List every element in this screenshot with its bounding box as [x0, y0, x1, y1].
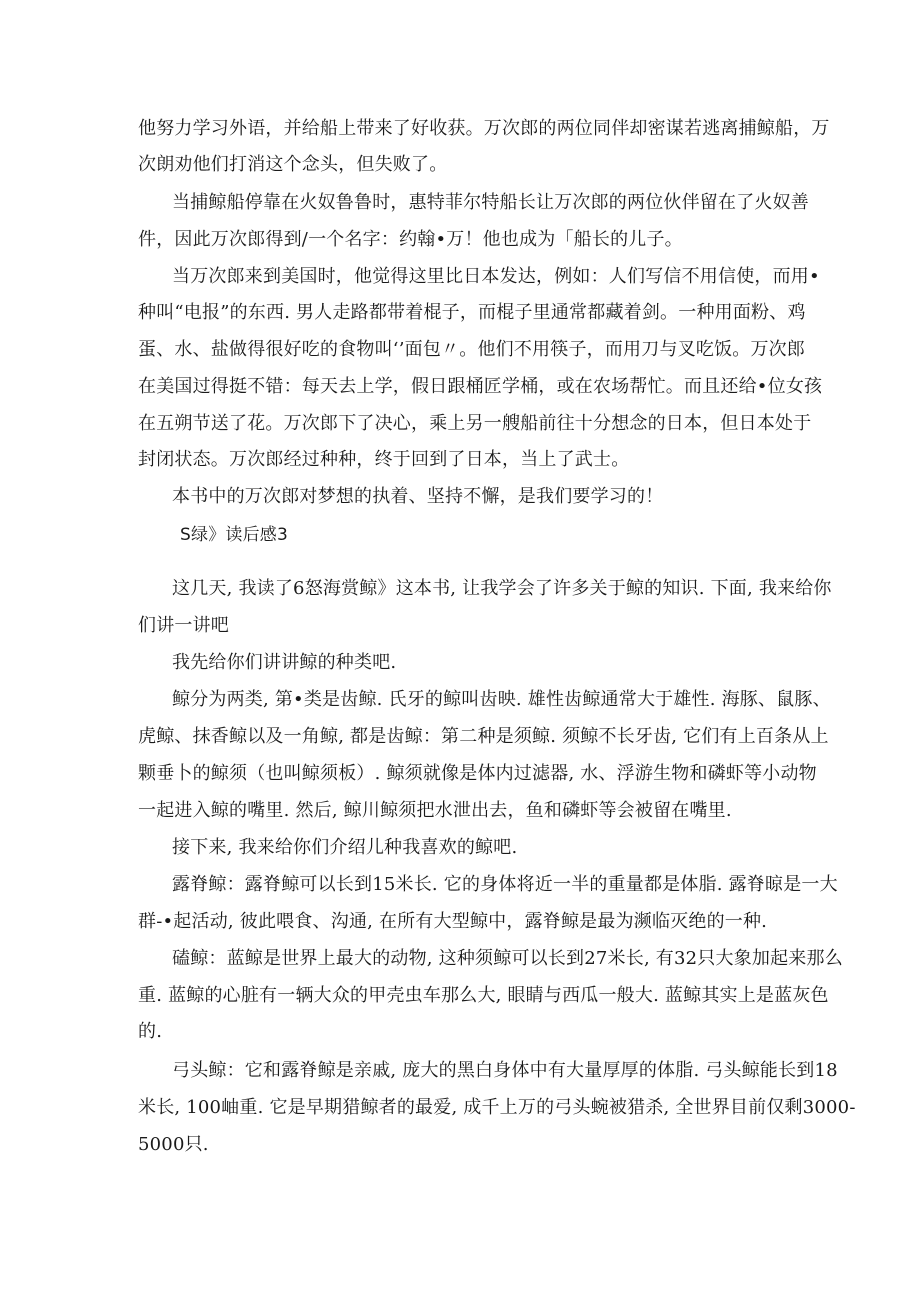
paragraph-line: 鲸分为两类, 第•类是齿鲸. 氏牙的鲸叫齿映. 雄性齿鲸通常大于雄性. 海豚、鼠豚、	[172, 689, 831, 710]
paragraph-line: 群-•起活动, 彼此喂食、沟通, 在所有大型鲸中，露脊鲸是最为濒临灭绝的一种.	[138, 911, 768, 932]
paragraph-line: 当捕鲸船停靠在火奴鲁鲁时，惠特菲尔特船长让万次郎的两位伙伴留在了火奴善	[172, 192, 809, 213]
paragraph-line: 他努力学习外语，并给船上带来了好收获。万次郎的两位同伴却密谋若逃离捕鲸船，万	[138, 118, 830, 139]
paragraph-line: 这几天, 我读了6怒海赏鲸》这本书, 让我学会了许多关于鲸的知识. 下面, 我来给你	[172, 578, 832, 599]
paragraph-line: 一起进入鲸的嘴里. 然后, 鲸川鲸须把水泄出去，鱼和磷虾等会被留在嘴里.	[138, 800, 732, 821]
paragraph-line: 蛋、水、盐做得很好吃的食物叫‘’面包〃。他们不用筷子，而用刀与叉吃饭。万次郎	[138, 339, 806, 360]
paragraph-line: 的.	[138, 1021, 163, 1042]
paragraph-line: 露脊鲸：露脊鲸可以长到15米长. 它的身体将近一半的重量都是体脂. 露脊晾是一大	[172, 874, 838, 895]
paragraph-line: 次朗劝他们打消这个念头，但失败了。	[138, 154, 448, 175]
paragraph-line: 弓头鲸：它和露脊鲸是亲戚, 庞大的黑白身体中有大量厚厚的体脂. 弓头鲸能长到18	[172, 1060, 838, 1081]
paragraph-line: 重. 蓝鲸的心脏有一辆大众的甲壳虫车那么大, 眼睛与西瓜一般大. 蓝鲸其实上是蓝灰色	[138, 985, 829, 1006]
paragraph-line: 种叫“电报”的东西. 男人走路都带着棍子，而棍子里通常都藏着剑。一种用面粉、鸡	[138, 302, 806, 323]
paragraph-line: 在五朔节送了花。万次郎下了决心，乘上另一艘船前往十分想念的日本，但日本处于	[138, 413, 812, 434]
paragraph-line: 封闭状态。万次郎经过种种，终于回到了日本，当上了武士。	[138, 449, 630, 470]
section-heading: S绿》读后感3	[180, 525, 289, 545]
paragraph-line: 我先给你们讲讲鲸的种类吧.	[172, 652, 397, 673]
paragraph-line: 5000只.	[138, 1134, 209, 1155]
paragraph-line: 虎鲸、抹香鲸以及一角鲸, 都是齿鲸：第二种是须鲸. 须鲸不长牙齿, 它们有上百条从上	[138, 726, 829, 747]
paragraph-line: 接下来, 我来给你们介绍儿种我喜欢的鲸吧.	[172, 837, 518, 858]
paragraph-line: 当万次郎来到美国时，他觉得这里比日本发达，例如：人们写信不用信使，而用•	[172, 266, 820, 287]
paragraph-line: 在美国过得挺不错：每天去上学，假日跟桶匠学桶，或在农场帮忙。而且还给•位女孩	[138, 376, 823, 397]
paragraph-line: 颗垂卜的鲸须（也叫鲸须板）. 鲸须就像是体内过滤器, 水、浮游生物和磷虾等小动物	[138, 763, 817, 784]
paragraph-line: 磕鲸：蓝鲸是世界上最大的动物, 这种须鲸可以长到27米长, 有32只大象加起来那么	[172, 948, 843, 969]
paragraph-line: 米长, 100岫重. 它是早期猎鲸者的最爱, 成千上万的弓头蜿被猎杀, 全世界目前仅剩3000-	[138, 1097, 856, 1118]
paragraph-line: 件，因此万次郎得到/一个名字：约翰•万！他也成为「船长的儿子。	[138, 229, 683, 250]
paragraph-line: 本书中的万次郎对梦想的执着、坚持不懈，是我们要学习的！	[172, 486, 664, 507]
paragraph-line: 们讲一讲吧	[138, 615, 229, 636]
